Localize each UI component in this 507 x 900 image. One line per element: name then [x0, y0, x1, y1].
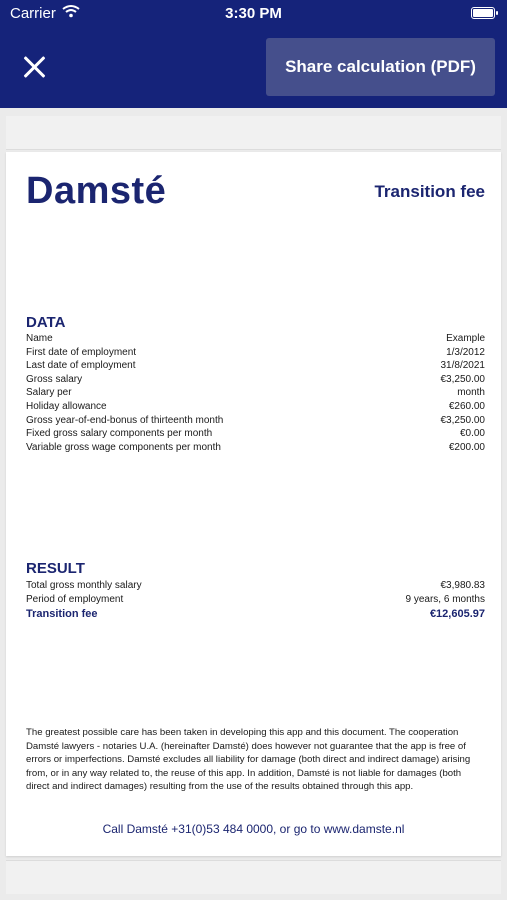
row-value: €200.00	[448, 441, 485, 453]
row-label: Holiday allowance	[26, 400, 107, 412]
table-row	[26, 359, 485, 373]
row-label: Last date of employment	[26, 360, 136, 372]
row-value: Example	[446, 333, 485, 344]
row-label: Period of employment	[26, 593, 124, 605]
close-icon[interactable]	[18, 50, 52, 84]
row-value: €12,605.97	[429, 608, 485, 621]
data-heading: DATA	[26, 314, 66, 331]
table-row	[26, 346, 485, 360]
row-value: €3,250.00	[440, 373, 485, 385]
table-row	[26, 427, 485, 441]
table-row	[26, 414, 485, 428]
row-label: Variable gross wage components per month	[26, 441, 221, 453]
damste-logo: Damsté	[26, 170, 167, 212]
result-heading: RESULT	[26, 560, 85, 577]
row-value: €3,250.00	[440, 414, 485, 426]
row-label: Total gross monthly salary	[26, 580, 142, 591]
row-label: First date of employment	[26, 346, 137, 358]
row-value: €0.00	[459, 428, 485, 440]
status-bar	[0, 0, 507, 28]
row-label: Transition fee	[26, 608, 98, 621]
row-label: Fixed gross salary components per month	[26, 428, 213, 440]
row-value: €260.00	[448, 400, 485, 412]
row-label: Salary per	[26, 387, 72, 399]
row-label: Gross year-of-end-bonus of thirteenth month	[26, 414, 224, 426]
row-label: Name	[26, 333, 53, 344]
row-value: month	[457, 387, 485, 399]
clock-label: 3:30 PM	[225, 5, 282, 22]
table-row	[26, 400, 485, 414]
row-label: Gross salary	[26, 373, 83, 385]
row-value: 9 years, 6 months	[405, 593, 485, 605]
contact-link[interactable]: Call Damsté +31(0)53 484 0000, or go to www.damste.nl	[102, 822, 405, 836]
table-row	[26, 579, 485, 593]
page-separator-top	[6, 116, 501, 150]
table-row	[26, 373, 485, 387]
carrier-label: Carrier	[10, 5, 56, 22]
table-row	[26, 332, 485, 346]
document-title: Transition fee	[374, 182, 485, 201]
data-table	[26, 332, 485, 454]
row-value: 31/8/2021	[440, 360, 485, 372]
disclaimer-text: The greatest possible care has been taken in developing this app and this document. The cooperation Damsté lawyers - notaries U.A. (hereinafter Damsté) does however not guarantee that the app is free of errors or imperfections. Damsté excludes all liability for damage (both direct and indirect damage) arising from, or in any way related to, the reuse of this app. In addition, Damsté is not liable for damages (both direct and indirect damages) resulting from the use of the results obtained through this app.	[26, 727, 471, 793]
result-table	[26, 579, 485, 622]
table-row	[26, 593, 485, 607]
row-value: 1/3/2012	[446, 346, 485, 358]
pdf-page	[6, 152, 501, 856]
table-row	[26, 386, 485, 400]
page-separator-bottom	[6, 860, 501, 894]
table-row	[26, 441, 485, 455]
row-value: €3,980.83	[440, 580, 485, 591]
navigation-header	[0, 0, 507, 108]
battery-icon	[471, 7, 495, 19]
transition-fee-row	[26, 606, 485, 622]
share-pdf-button[interactable]: Share calculation (PDF)	[266, 38, 495, 96]
